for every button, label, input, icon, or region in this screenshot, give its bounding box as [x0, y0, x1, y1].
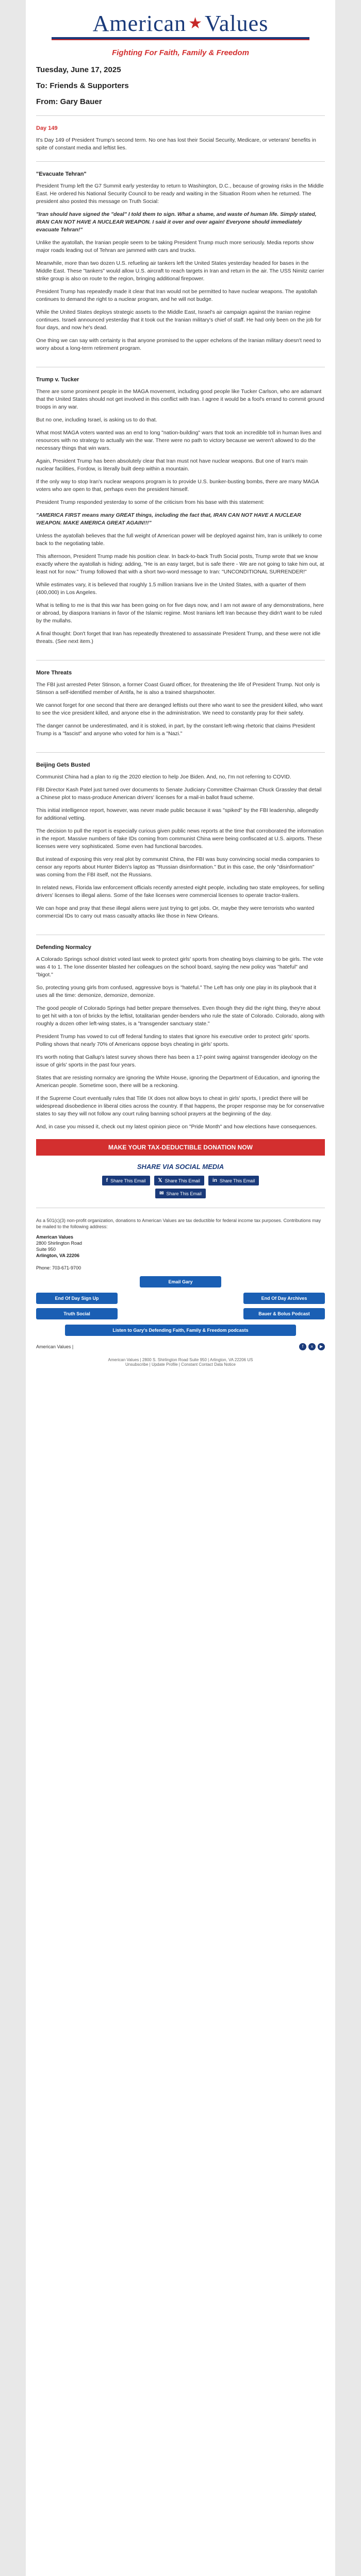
paragraph: There are some prominent people in the MAGA movement, including good people like Tucker Carlson, who are adamant that the United States should not get involved in this conflict with Iran. I agree it would be a fool's errand to commit ground troops in any war. [36, 389, 324, 410]
paragraph: But no one, including Israel, is asking us to do that. [36, 417, 157, 423]
paragraph: What most MAGA voters wanted was an end to long "nation-building" wars that took an incredible toll in human lives and resources with no strategy to actually win the war. There were no path to victory because we weren't allowed to do the necessary things that win wars. [36, 430, 322, 451]
email-gary-button[interactable]: Email Gary [140, 1276, 221, 1287]
section-title: Defending Normalcy [36, 944, 91, 951]
paragraph: What is telling to me is that this war has been going on for five days now, and I am not aware of any demonstrations, here or abroad, by diaspora Iranians in favor of the Islamic regime. Most Iranians left Iran because they didn't want to be ruled by the mullahs. [36, 603, 324, 624]
paragraph: While estimates vary, it is believed that roughly 1.5 million Iranians live in the United States, with a quarter of them (400,000) in Los Angeles. [36, 582, 306, 596]
tagline: Fighting For Faith, Family & Freedom [112, 48, 249, 57]
addr-line: 2800 Shirlington Road [36, 1241, 83, 1246]
listen-row [36, 1325, 325, 1336]
share-x-button[interactable] [154, 1176, 204, 1185]
share-label: Share This Email [110, 1178, 146, 1183]
facebook-icon[interactable]: f [299, 1343, 306, 1350]
paragraph: FBI Director Kash Patel just turned over documents to Senate Judiciary Committee Chairman Chuck Grassley that detail a Chinese plot to mass-produce American drivers' licenses for a mail-in ballot fraud scheme. [36, 787, 322, 801]
paragraph: A final thought: Don't forget that Iran has repeatedly threatened to assassinate President Trump, and these were not idle threats. (See next item.) [36, 631, 321, 645]
american-values-logo [93, 12, 269, 35]
masthead [36, 9, 325, 41]
paragraph: The FBI just arrested Peter Stinson, a former Coast Guard officer, for threatening the life of President Trump. Not only is Stinson a self-identified member of Antifa, he is also a trained sharpshooter. [36, 682, 320, 696]
button-row-1 [36, 1293, 325, 1304]
quote: "Iran should have signed the "deal" I told them to sign. What a shame, and waste of human life. Simply stated, IRAN CAN NOT HAVE A NUCLEAR WEAPON. I said it over and over again! Everyone should immediately evacuate Tehran!" [36, 212, 317, 233]
bottom-bar [36, 1353, 325, 1371]
paragraph: While the United States deploys strategic assets to the Middle East, Israel's air campaign against the Iranian regime continues. Israeli announced yesterday that it took out the Iranian military's chief of staff. He had only been on the job for four days, and now he's dead. [36, 310, 321, 331]
podcast-button[interactable]: Bauer & Bolus Podcast [243, 1308, 325, 1319]
share-label: Share This Email [165, 1178, 200, 1183]
listen-podcasts-button[interactable]: Listen to Gary's Defending Faith, Family & Freedom podcasts [65, 1325, 296, 1336]
addr-line: Suite 950 [36, 1247, 56, 1252]
logo-text-right: Values [205, 11, 269, 36]
button-row-2 [36, 1308, 325, 1319]
paragraph: But instead of exposing this very real plot by communist China, the FBI was busy convincing social media companies to censor any reports about Hunter Biden's laptop as "Russian disinformation." But in this case, the only "disinformation" was coming from the FBI itself, not the Russians. [36, 857, 320, 878]
divider [36, 752, 325, 753]
paragraph: We can hope and pray that these illegal aliens were just trying to get jobs. Or, maybe they were terrorists who wanted commercial IDs to carry out mass casualty attacks like those in New Orleans. [36, 906, 315, 919]
paragraph: The danger cannot be underestimated, and it is stoked, in part, by the constant left-wing rhetoric that claims President Trump is a "fascist" and anyone who voted for him is a "Nazi." [36, 723, 315, 737]
from-line: From: Gary Bauer [36, 97, 102, 106]
section-trump-v-tucker [36, 377, 325, 651]
donate-button[interactable]: MAKE YOUR TAX-DEDUCTIBLE DONATION NOW [36, 1139, 325, 1156]
paragraph: And, in case you missed it, check out my latest opinion piece on "Pride Month" and how elections have consequences. [36, 1124, 317, 1130]
to-line: To: Friends & Supporters [36, 81, 129, 90]
share-row [36, 1176, 325, 1185]
phone: Phone: 703-671-9700 [36, 1265, 81, 1270]
org-name: American Values [36, 1234, 74, 1240]
bottom-address: American Values | 2800 S. Shirlington Road Suite 950 | Arlington, VA 22206 US [108, 1358, 253, 1362]
paragraph: President Trump responded yesterday to some of the criticism from his base with this statement: [36, 500, 265, 505]
paragraph: States that are resisting normalcy are ignoring the White House, ignoring the Department of Education, and ignoring the American people. Sometime soon, there will be a reckoning. [36, 1075, 320, 1089]
truth-social-button[interactable]: Truth Social [36, 1308, 118, 1319]
paragraph: We cannot forget for one second that there are deranged leftists out there who want to see the president killed, who want to see the vice president killed, and anyone else in the administration. We need to constantly pray for their safety. [36, 703, 323, 716]
footer-links [36, 1343, 325, 1350]
paragraph: If the only way to stop Iran's nuclear weapons program is to provide U.S. bunker-busting bombs, there are many MAGA voters who are open to that, perhaps even the president himself. [36, 479, 319, 493]
bottom-links[interactable]: Unsubscribe | Update Profile | Constant Contact Data Notice [125, 1362, 236, 1367]
paragraph: A Colorado Springs school district voted last week to protect girls' sports from cheating boys claiming to be girls. The vote was 4 to 1. The lone dissenter blasted her colleagues on the school board, saying the new policy was "hateful" and "bigot." [36, 957, 323, 978]
paragraph: President Trump has vowed to cut off federal funding to states that ignore his executive order to protect girls' sports. Polling shows that nearly 70% of Americans oppose boys cheating in girls' sports. [36, 1034, 310, 1047]
quote: "AMERICA FIRST means many GREAT things, including the fact that, IRAN CAN NOT HAVE A NUCLEAR WEAPON. MAKE AMERICA GREAT AGAIN!!!" [36, 513, 301, 526]
section-title: More Threats [36, 670, 72, 676]
eod-archives-button[interactable]: End Of Day Archives [243, 1293, 325, 1304]
addr-line: Arlington, VA 22206 [36, 1253, 80, 1258]
eod-signup-button[interactable]: End Of Day Sign Up [36, 1293, 118, 1304]
divider [36, 115, 325, 116]
paragraph: It's worth noting that Gallup's latest survey shows there has been a 17-point swing against transgender ideology on the issue of girls' sports in the past four years. [36, 1055, 318, 1068]
social-icons [299, 1343, 325, 1350]
logo-text-left: American [92, 11, 187, 36]
linkedin-icon: in [212, 1178, 217, 1183]
footer-brand-link[interactable]: American Values | [36, 1344, 74, 1349]
youtube-icon[interactable]: ▶ [318, 1343, 325, 1350]
email-gary-row [36, 1276, 325, 1287]
paragraph: Again, President Trump has been absolutely clear that Iran must not have nuclear weapons. But one of Iran's main nuclear facilities, Fordow, is literally built deep within a mountain. [36, 459, 308, 472]
share-label: Share This Email [219, 1178, 255, 1183]
paragraph: The good people of Colorado Springs had better prepare themselves. Even though they did the right thing, they're about to get hit with a ton of bricks by the leftist, totalitarian gender-benders who rule the state of Colorado. Colorado, along with roughly a dozen other left-wing states, is a "transgender sanctuary state." [36, 1006, 325, 1027]
section-defending-normalcy [36, 944, 325, 1136]
paragraph: If the Supreme Court eventually rules that Title IX does not allow boys to cheat in girls' sports, I predict there will be widespread disobedience in liberal cities across the country. If that happens, the proper response may be for conservative states to say they will not follow any court ruling banning school prayers at the beginning of the day. [36, 1096, 324, 1117]
share-label: Share This Email [166, 1191, 202, 1196]
paragraph: Communist China had a plan to rig the 2020 election to help Joe Biden. And, no, I'm not referring to COVID. [36, 774, 291, 780]
paragraph: So, protecting young girls from confused, aggressive boys is "hateful." The Left has only one play in its playbook that it uses all the time: demonize, demonize, demonize. [36, 985, 317, 998]
date: Tuesday, June 17, 2025 [36, 65, 121, 74]
paragraph: This initial intelligence report, however, was never made public because it was "spiked" by the FBI leadership, allegedly for additional vetting. [36, 808, 319, 821]
mailing-address [36, 1234, 325, 1271]
paragraph: President Trump left the G7 Summit early yesterday to return to Washington, D.C., because of growing risks in the Middle East. He ordered his National Security Council to be ready and waiting in the Situation Room when he returned. The president also posted this message on Truth Social: [36, 183, 324, 205]
paragraph: Unlike the ayatollah, the Iranian people seem to be taking President Trump much more seriously. Media reports show major roads leading out of Tehran are jammed with cars and trucks. [36, 240, 314, 253]
section-title: Trump v. Tucker [36, 377, 79, 383]
paragraph: In related news, Florida law enforcement officials recently arrested eight people, including two state employees, for selling drivers' licenses to illegal aliens. Some of the fake licenses were commercial licenses to operate tractor-trailers. [36, 885, 324, 899]
paragraph: The decision to pull the report is especially curious given public news reports at the time that corroborated the information in the report. Massive numbers of fake IDs coming from communist China were being confiscated at U.S. airports. These licenses were very sophisticated. Some even had functional barcodes. [36, 828, 324, 850]
divider [36, 161, 325, 162]
tax-note: As a 501(c)(3) non-profit organization, donations to American Values are tax deductible for federal income tax purposes. Contributions may be mailed to the following address: [36, 1218, 321, 1229]
facebook-icon: f [106, 1178, 108, 1183]
paragraph: President Trump has repeatedly made it clear that Iran would not be permitted to have nuclear weapons. The ayatollah continues to demand the right to a nuclear program, and he will not budge. [36, 289, 318, 302]
section-title: "Evacuate Tehran" [36, 171, 87, 177]
paragraph: One thing we can say with certainty is that anyone promised to the upper echelons of the Iranian military doesn't need to worry about a long-term retirement program. [36, 338, 321, 351]
section-beijing-busted [36, 762, 325, 925]
section-title: Beijing Gets Busted [36, 762, 90, 768]
paragraph: This afternoon, President Trump made his position clear. In back-to-back Truth Social posts, Trump wrote that we know exactly where the ayatollah is hiding: adding, "He is an easy target, but is safe there - We are not going to take him out, at least not for now." Trump followed that with a short two-word message to Iran: "UNCONDITIONAL SURRENDER!" [36, 554, 324, 575]
paragraph: Meanwhile, more than two dozen U.S. refueling air tankers left the United States yesterday headed for bases in the Middle East. These "tankers" would allow U.S. aircraft to reach targets in Iran and return in the air. The USS Nimitz carrier strike group is also on route to the region, bringing additional firepower. [36, 261, 324, 282]
intro-paragraph: It's Day 149 of President Trump's second term. No one has lost their Social Security, Medicare, or veterans' benefits in spite of constant media and leftist lies. [36, 138, 316, 151]
x-icon: 𝕏 [158, 1178, 162, 1183]
share-row-2 [36, 1189, 325, 1198]
email-body [26, 0, 335, 2576]
share-title: SHARE VIA SOCIAL MEDIA [137, 1163, 224, 1171]
share-facebook-button[interactable] [102, 1176, 150, 1185]
section-evacuate-tehran [36, 171, 325, 358]
share-linkedin-button[interactable] [208, 1176, 259, 1185]
logo-rule [52, 37, 309, 40]
paragraph: Unless the ayatollah believes that the full weight of American power will be deployed against him, Iran is unlikely to come back to the negotiating table. [36, 533, 322, 547]
email-icon: ✉ [159, 1191, 164, 1196]
section-more-threats [36, 670, 325, 743]
x-icon[interactable]: x [308, 1343, 316, 1350]
share-email-button[interactable] [155, 1189, 206, 1198]
star-icon: ★ [188, 15, 203, 32]
day-label: Day 149 [36, 125, 58, 131]
